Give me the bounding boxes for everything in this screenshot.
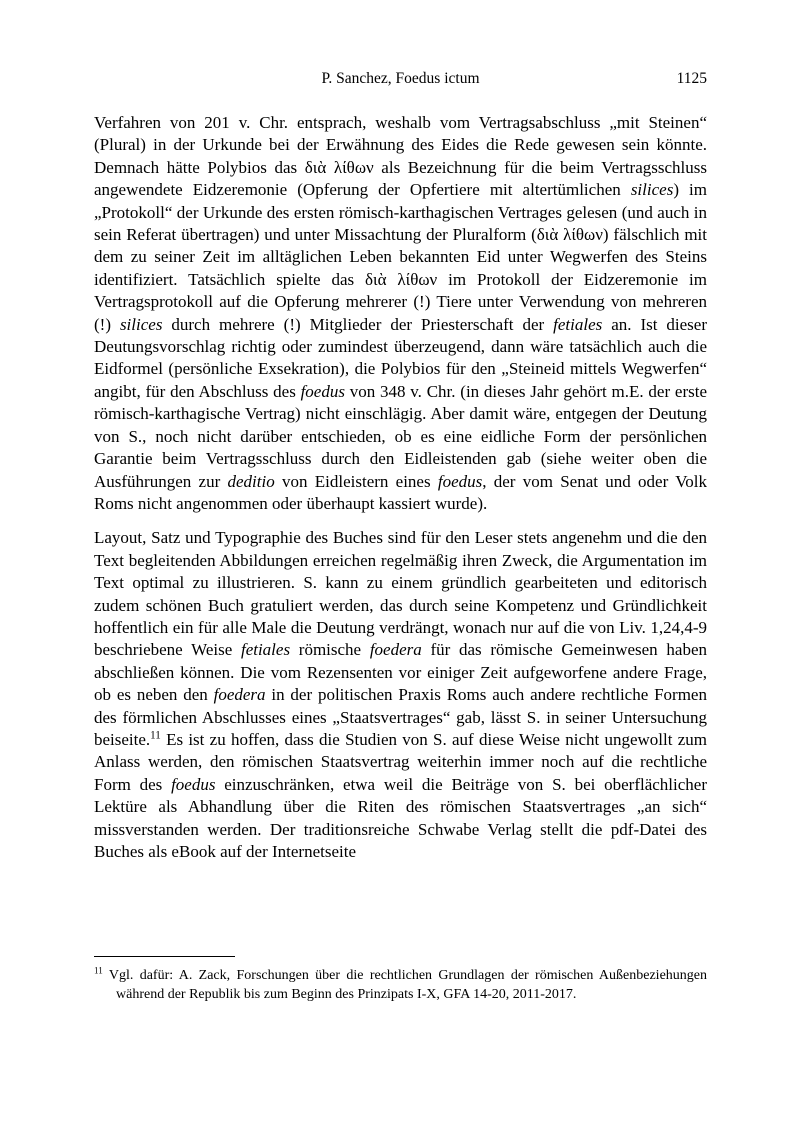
text-run: in der politischen Praxis Roms auch andere rechtliche Formen des förmlichen Abschlusses eines „Staatsvertrages“ gab, lässt S. in seiner Untersuchung beiseite. [94, 685, 707, 749]
footnote-marker: 11 [94, 965, 103, 976]
footnote-marker: 11 [150, 729, 161, 742]
latin-term: silices [630, 180, 674, 200]
latin-term: fetiales [553, 314, 603, 334]
text-run: von 348 v. Chr. (in dieses Jahr gehört m.E. der erste römisch-karthagische Vertrag) nicht einschlägig. Aber damit wäre, entgegen der Deutung von S., noch nicht darüber entschieden, ob es eine eidliche Form der persönlichen Garantie beim Vertragsschluss durch den Eidleistenden gab (siehe weiter oben die Ausführungen zur [94, 381, 707, 491]
latin-term: fetiales [240, 640, 291, 660]
text-run: durch mehrere (!) Mitglieder der Priesterschaft der [162, 314, 554, 334]
latin-term: foedus [300, 381, 345, 401]
latin-term: foedera [213, 685, 266, 705]
footnote-area [94, 956, 707, 1004]
latin-term: foedus [171, 774, 216, 794]
text-run: Verfahren von 201 v. Chr. entsprach, weshalb vom Vertragsabschluss „mit Steinen“ (Plural) in der Urkunde bei der Erwähnung des Eides die Rede gewesen sein könnte. Demnach hätte Polybios das διὰ λίθων als Bezeichnung für die beim Vertragsschluss angewendete Eidzeremonie (Opferung der Opfertiere mit altertümlichen [94, 113, 707, 200]
text-run: , der vom Senat und oder Volk Roms nicht angenommen oder überhaupt kassiert wurde). [94, 471, 707, 513]
latin-term: silices [119, 314, 163, 334]
text-run: Layout, Satz und Typographie des Buches sind für den Leser stets angenehm und die den Text begleitenden Abbildungen erreichen regelmäßig ihren Zweck, die Argumentation im Text optimal zu illustrieren. S. kann zu einem gründlich gearbeiteten und editorisch zudem schönen Buch gratuliert werden, das durch seine Kompetenz und Gründlichkeit hoffentlich ein für alle Male die Deutung verdrängt, wonach nur auf die von Liv. 1,24,4-9 beschriebene Weise [94, 528, 707, 660]
text-run: an. Ist dieser Deutungsvorschlag richtig oder zumindest überzeugend, dann wäre tatsächlich auch die Eidformel (persönliche Exsekration), die Polybios für den „Steineid mittels Wegwerfen“ angibt, für den Abschluss des [94, 314, 707, 401]
page-number: 1125 [676, 70, 707, 87]
paragraph-1 [94, 112, 707, 515]
footnote-separator [94, 956, 235, 957]
page-body [94, 112, 707, 863]
paragraph-2 [94, 527, 707, 863]
running-header [94, 69, 707, 89]
text-run: Vgl. dafür: A. Zack, Forschungen über die rechtlichen Grundlagen der römischen Außenbeziehungen während der Republik bis zum Beginn des Prinzipats I-X, GFA 14-20, 2011-2017. [102, 968, 707, 1003]
text-run: von Eidleistern eines [274, 471, 438, 491]
latin-term: deditio [227, 471, 275, 491]
text-run: Es ist zu hoffen, dass die Studien von S. auf diese Weise nicht ungewollt zum Anlass werden, den römischen Staatsvertrag weiterhin immer noch auf die rechtliche Form des [94, 729, 707, 794]
text-run: einzuschränken, etwa weil die Beiträge von S. bei oberflächlicher Lektüre als Abhandlung über die Riten des römischen Staatsvertrages „an sich“ missverstanden werden. Der traditionsreiche Schwabe Verlag stellt die pdf-Datei des Buches als eBook auf der Internetseite [94, 774, 707, 861]
text-run: ) im „Protokoll“ der Urkunde des ersten römisch-karthagischen Vertrages gelesen (und auch in sein Referat übertragen) und unter Missachtung der Pluralform (διὰ λίθων) fälschlich mit dem zu seiner Zeit im alltäglichen Leben bekannten Eid unter Wegwerfen des Steins identifiziert. Tatsächlich spielte das διὰ λίθων im Protokoll der Eidzeremonie im Vertragsprotokoll auf die Opferung mehrerer (!) Tiere unter Verwendung von mehreren (!) [94, 180, 707, 334]
text-run: römische [290, 640, 370, 660]
running-head-title: P. Sanchez, Foedus ictum [321, 70, 480, 87]
latin-term: foedera [369, 640, 422, 660]
text-run: für das römische Gemeinwesen haben abschließen können. Die vom Rezensenten vor einiger Zeit aufgeworfene andere Frage, ob es neben den [94, 640, 707, 705]
latin-term: foedus [437, 471, 483, 491]
footnote-11 [94, 966, 707, 1004]
